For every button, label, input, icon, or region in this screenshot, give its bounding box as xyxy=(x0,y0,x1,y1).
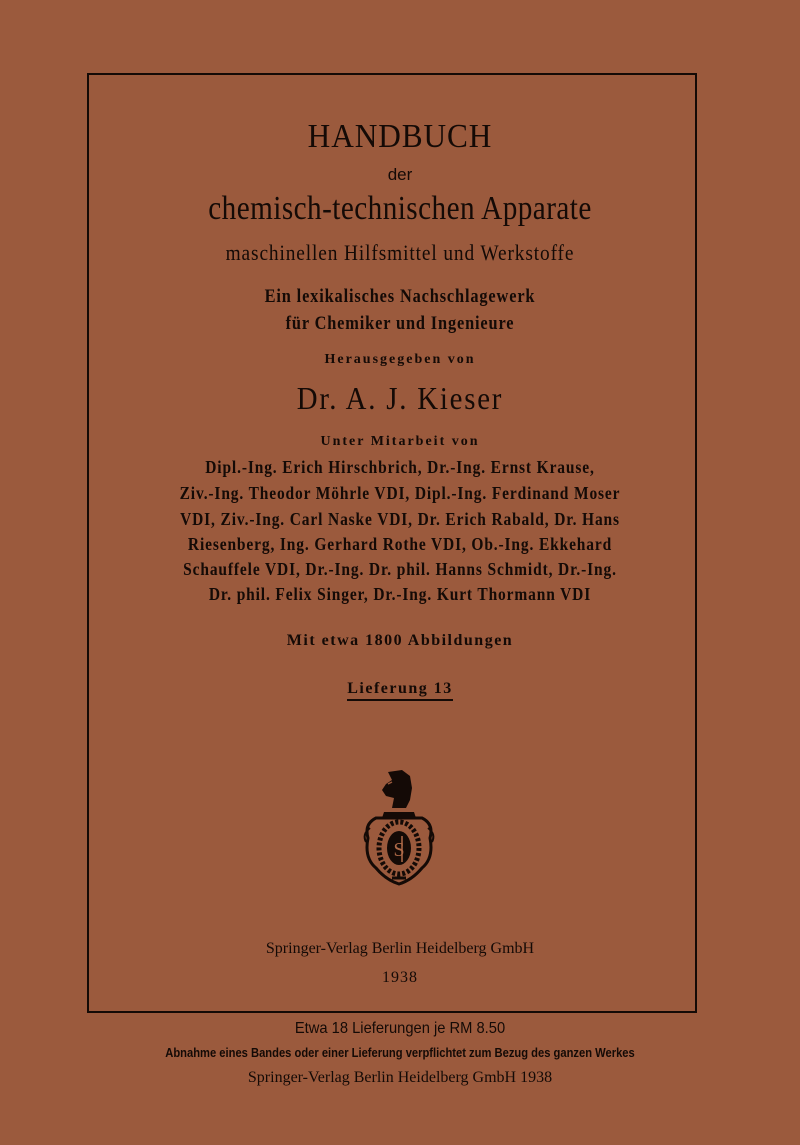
contributors-label: Unter Mitarbeit von xyxy=(320,434,480,449)
illustrations-note: Mit etwa 1800 Abbildungen xyxy=(286,632,514,649)
publisher: Springer-Verlag Berlin Heidelberg GmbH xyxy=(265,940,535,957)
footer-publisher-year: Springer-Verlag Berlin Heidelberg GmbH 1938 xyxy=(247,1069,553,1086)
subtitle: maschinellen Hilfsmittel und Werkstoffe xyxy=(225,240,575,265)
contributors-line: Dr. phil. Felix Singer, Dr.-Ing. Kurt Thormann VDI xyxy=(208,584,592,604)
edited-by-label: Herausgegeben von xyxy=(324,352,476,367)
issue-number-text: Lieferung 13 xyxy=(347,680,453,701)
contributors-line: VDI, Ziv.-Ing. Carl Naske VDI, Dr. Erich Rabald, Dr. Hans xyxy=(180,509,620,529)
price-note: Etwa 18 Lieferungen je RM 8.50 xyxy=(294,1020,506,1037)
contributors-line: Riesenberg, Ing. Gerhard Rothe VDI, Ob.-Ing. Ekkehard xyxy=(187,534,613,554)
main-title: chemisch-technischen Apparate xyxy=(208,190,592,227)
springer-knight-logo-icon xyxy=(358,768,440,888)
publication-year: 1938 xyxy=(382,969,418,986)
contributors-line: Schauffele VDI, Dr.-Ing. Dr. phil. Hanns Schmidt, Dr.-Ing. xyxy=(183,559,617,579)
obligation-note: Abnahme eines Bandes oder einer Lieferung verpflichtet zum Bezug des ganzen Werkes xyxy=(165,1045,635,1060)
contributors-line: Ziv.-Ing. Theodor Möhrle VDI, Dipl.-Ing. Ferdinand Moser xyxy=(179,483,621,503)
editor-name: Dr. A. J. Kieser xyxy=(296,380,504,416)
book-title: HANDBUCH xyxy=(307,118,493,155)
issue-number xyxy=(0,680,800,698)
description-line-2: für Chemiker und Ingenieure xyxy=(285,313,515,334)
contributors-line: Dipl.-Ing. Erich Hirschbrich, Dr.-Ing. Ernst Krause, xyxy=(205,457,595,477)
svg-text:S: S xyxy=(393,839,405,861)
title-connector: der xyxy=(387,165,413,184)
description-line-1: Ein lexikalisches Nachschlagewerk xyxy=(264,286,536,307)
